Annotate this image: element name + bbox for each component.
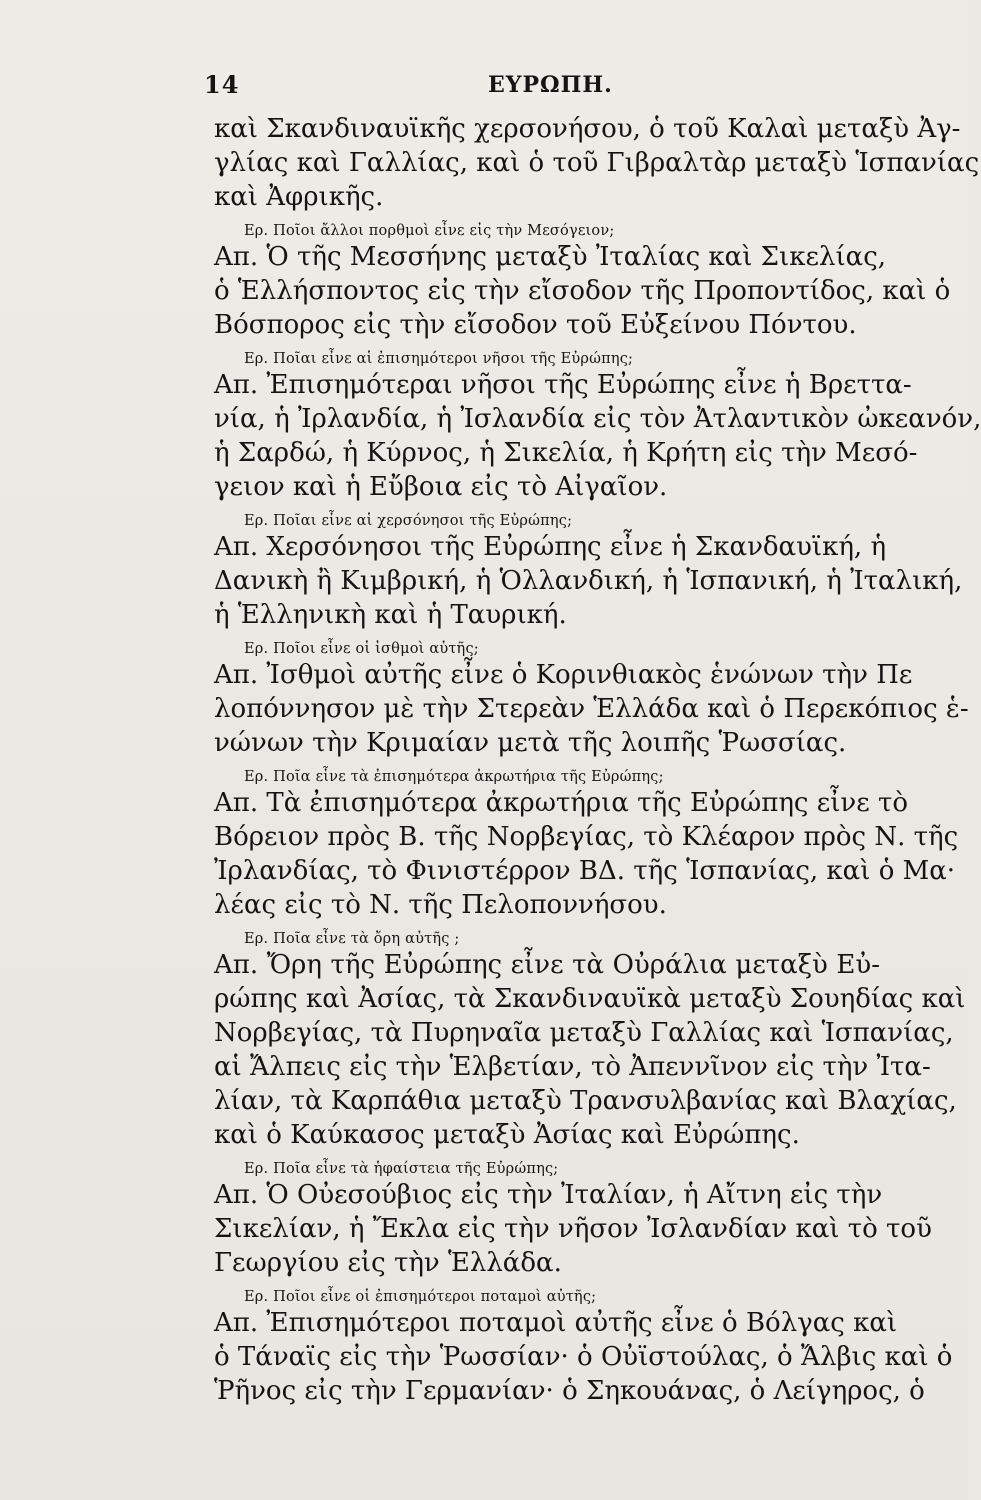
question-line: Ερ. Ποῖαι εἶνε αἱ ἐπισημότεροι νῆσοι τῆς Εὐρώπης; [244,351,634,367]
text-line: Απ. Ὄρη τῆς Εὐρώπης εἶνε τὰ Οὐράλια μεταξὺ Εὐ- [214,950,880,980]
running-head: ΕΥΡΩΠΗ. [488,72,613,98]
answer-paragraph [214,112,980,214]
text-line: Βόσπορος εἰς τὴν εἴσοδον τοῦ Εὐξείνου Πόντου. [214,310,857,340]
text-line: Νορβεγίας, τὰ Πυρηναῖα μεταξὺ Γαλλίας καὶ Ἱσπανίας, [214,1018,954,1048]
text-line: Απ. Ἐπισημότεραι νῆσοι τῆς Εὐρώπης εἶνε ἡ Βρεττα- [214,370,912,400]
text-line: Σικελίαν, ἡ Ἔκλα εἰς τὴν νῆσον Ἰσλανδίαν καὶ τὸ τοῦ [214,1214,932,1244]
text-line: Απ. Χερσόνησοι τῆς Εὐρώπης εἶνε ἡ Σκανδαυϊκή, ἡ [214,532,887,562]
answer-paragraph [214,786,959,922]
page-header [204,70,864,106]
text-line: νία, ἡ Ἰρλανδία, ἡ Ἰσλανδία εἰς τὸν Ἀτλαντικὸν ὠκεανόν, [214,404,981,434]
text-line: Βόρειον πρὸς Β. τῆς Νορβεγίας, τὸ Κλέαρον πρὸς Ν. τῆς [214,822,959,852]
text-line: ἡ Ἑλληνικὴ καὶ ἡ Ταυρική. [214,600,567,630]
answer-paragraph [214,368,981,504]
answer-paragraph [214,948,966,1152]
answer-paragraph [214,1306,953,1408]
text-line: καὶ ὁ Καύκασος μεταξὺ Ἀσίας καὶ Εὐρώπης. [214,1120,800,1150]
answer-paragraph [214,658,969,760]
text-line: Ἰρλανδίας, τὸ Φινιστέρρον ΒΔ. τῆς Ἱσπανίας, καὶ ὁ Μα· [214,856,956,886]
text-line: ρώπης καὶ Ἀσίας, τὰ Σκανδιναυϊκὰ μεταξὺ Σουηδίας καὶ [214,984,966,1014]
text-line: Ῥῆνος εἰς τὴν Γερμανίαν· ὁ Σηκουάνας, ὁ Λείγηρος, ὁ [214,1376,925,1406]
text-line: Απ. Ἐπισημότεροι ποταμοὶ αὐτῆς εἶνε ὁ Βόλγας καὶ [214,1308,898,1338]
text-line: Απ. Ἰσθμοὶ αὐτῆς εἶνε ὁ Κορινθιακὸς ἑνώνων τὴν Πε [214,660,913,690]
question-line: Ερ. Ποῖα εἶνε τὰ ὄρη αὐτῆς ; [244,931,460,947]
question-line: Ερ. Ποῖα εἶνε τὰ ἐπισημότερα ἀκρωτήρια τῆς Εὐρώπης; [244,769,664,785]
answer-paragraph [214,530,963,632]
text-line: λέας εἰς τὸ Ν. τῆς Πελοποννήσου. [214,890,667,920]
page-number: 14 [204,70,240,99]
text-line: ἡ Σαρδώ, ἡ Κύρνος, ἡ Σικελία, ἡ Κρήτη εἰς τὴν Μεσό- [214,438,918,468]
text-line: λίαν, τὰ Καρπάθια μεταξὺ Τρανσυλβανίας καὶ Βλαχίας, [214,1086,957,1116]
answer-paragraph [214,1178,932,1280]
text-line: Γεωργίου εἰς τὴν Ἑλλάδα. [214,1248,562,1278]
answer-paragraph [214,240,951,342]
text-line: ὁ Ἑλλήσποντος εἰς τὴν εἴσοδον τῆς Προποντίδος, καὶ ὁ [214,276,951,306]
question-line: Ερ. Ποῖαι εἶνε αἱ χερσόνησοι τῆς Εὐρώπης; [244,513,573,529]
body-text [214,112,981,1408]
text-line: γλίας καὶ Γαλλίας, καὶ ὁ τοῦ Γιβραλτὰρ μεταξὺ Ἱσπανίας [214,148,980,178]
text-line: Απ. Τὰ ἐπισημότερα ἀκρωτήρια τῆς Εὐρώπης εἶνε τὸ [214,788,908,818]
text-line: καὶ Σκανδιναυϊκῆς χερσονήσου, ὁ τοῦ Καλαὶ μεταξὺ Ἀγ- [214,114,961,144]
text-line: Απ. Ὁ Οὐεσούβιος εἰς τὴν Ἰταλίαν, ἡ Αἴτνη εἰς τὴν [214,1180,883,1210]
question-line: Ερ. Ποῖοι ἄλλοι πορθμοὶ εἶνε εἰς τὴν Μεσόγειον; [244,223,615,239]
text-line: νώνων τὴν Κριμαίαν μετὰ τῆς λοιπῆς Ῥωσσίας. [214,728,847,758]
question-line: Ερ. Ποῖοι εἶνε οἱ ἰσθμοὶ αὐτῆς; [244,641,479,657]
text-line: Απ. Ὁ τῆς Μεσσήνης μεταξὺ Ἰταλίας καὶ Σικελίας, [214,242,887,272]
question-line: Ερ. Ποῖα εἶνε τὰ ἡφαίστεια τῆς Εὐρώπης; [244,1161,559,1177]
text-line: λοπόννησον μὲ τὴν Στερεὰν Ἑλλάδα καὶ ὁ Περεκόπιος ἑ- [214,694,969,724]
text-line: ὁ Τάναϊς εἰς τὴν Ῥωσσίαν· ὁ Οὐϊστούλας, ὁ Ἄλβις καὶ ὁ [214,1342,953,1372]
question-line: Ερ. Ποῖοι εἶνε οἱ ἐπισημότεροι ποταμοὶ αὐτῆς; [244,1289,597,1305]
text-line: γειον καὶ ἡ Εὔβοια εἰς τὸ Αἰγαῖον. [214,472,668,502]
text-line: αἱ Ἄλπεις εἰς τὴν Ἑλβετίαν, τὸ Ἀπεννῖνον εἰς τὴν Ἰτα- [214,1052,931,1082]
text-line: καὶ Ἀφρικῆς. [214,182,384,212]
text-line: Δανικὴ ἢ Κιμβρική, ἡ Ὁλλανδική, ἡ Ἱσπανική, ἡ Ἰταλική, [214,566,963,596]
